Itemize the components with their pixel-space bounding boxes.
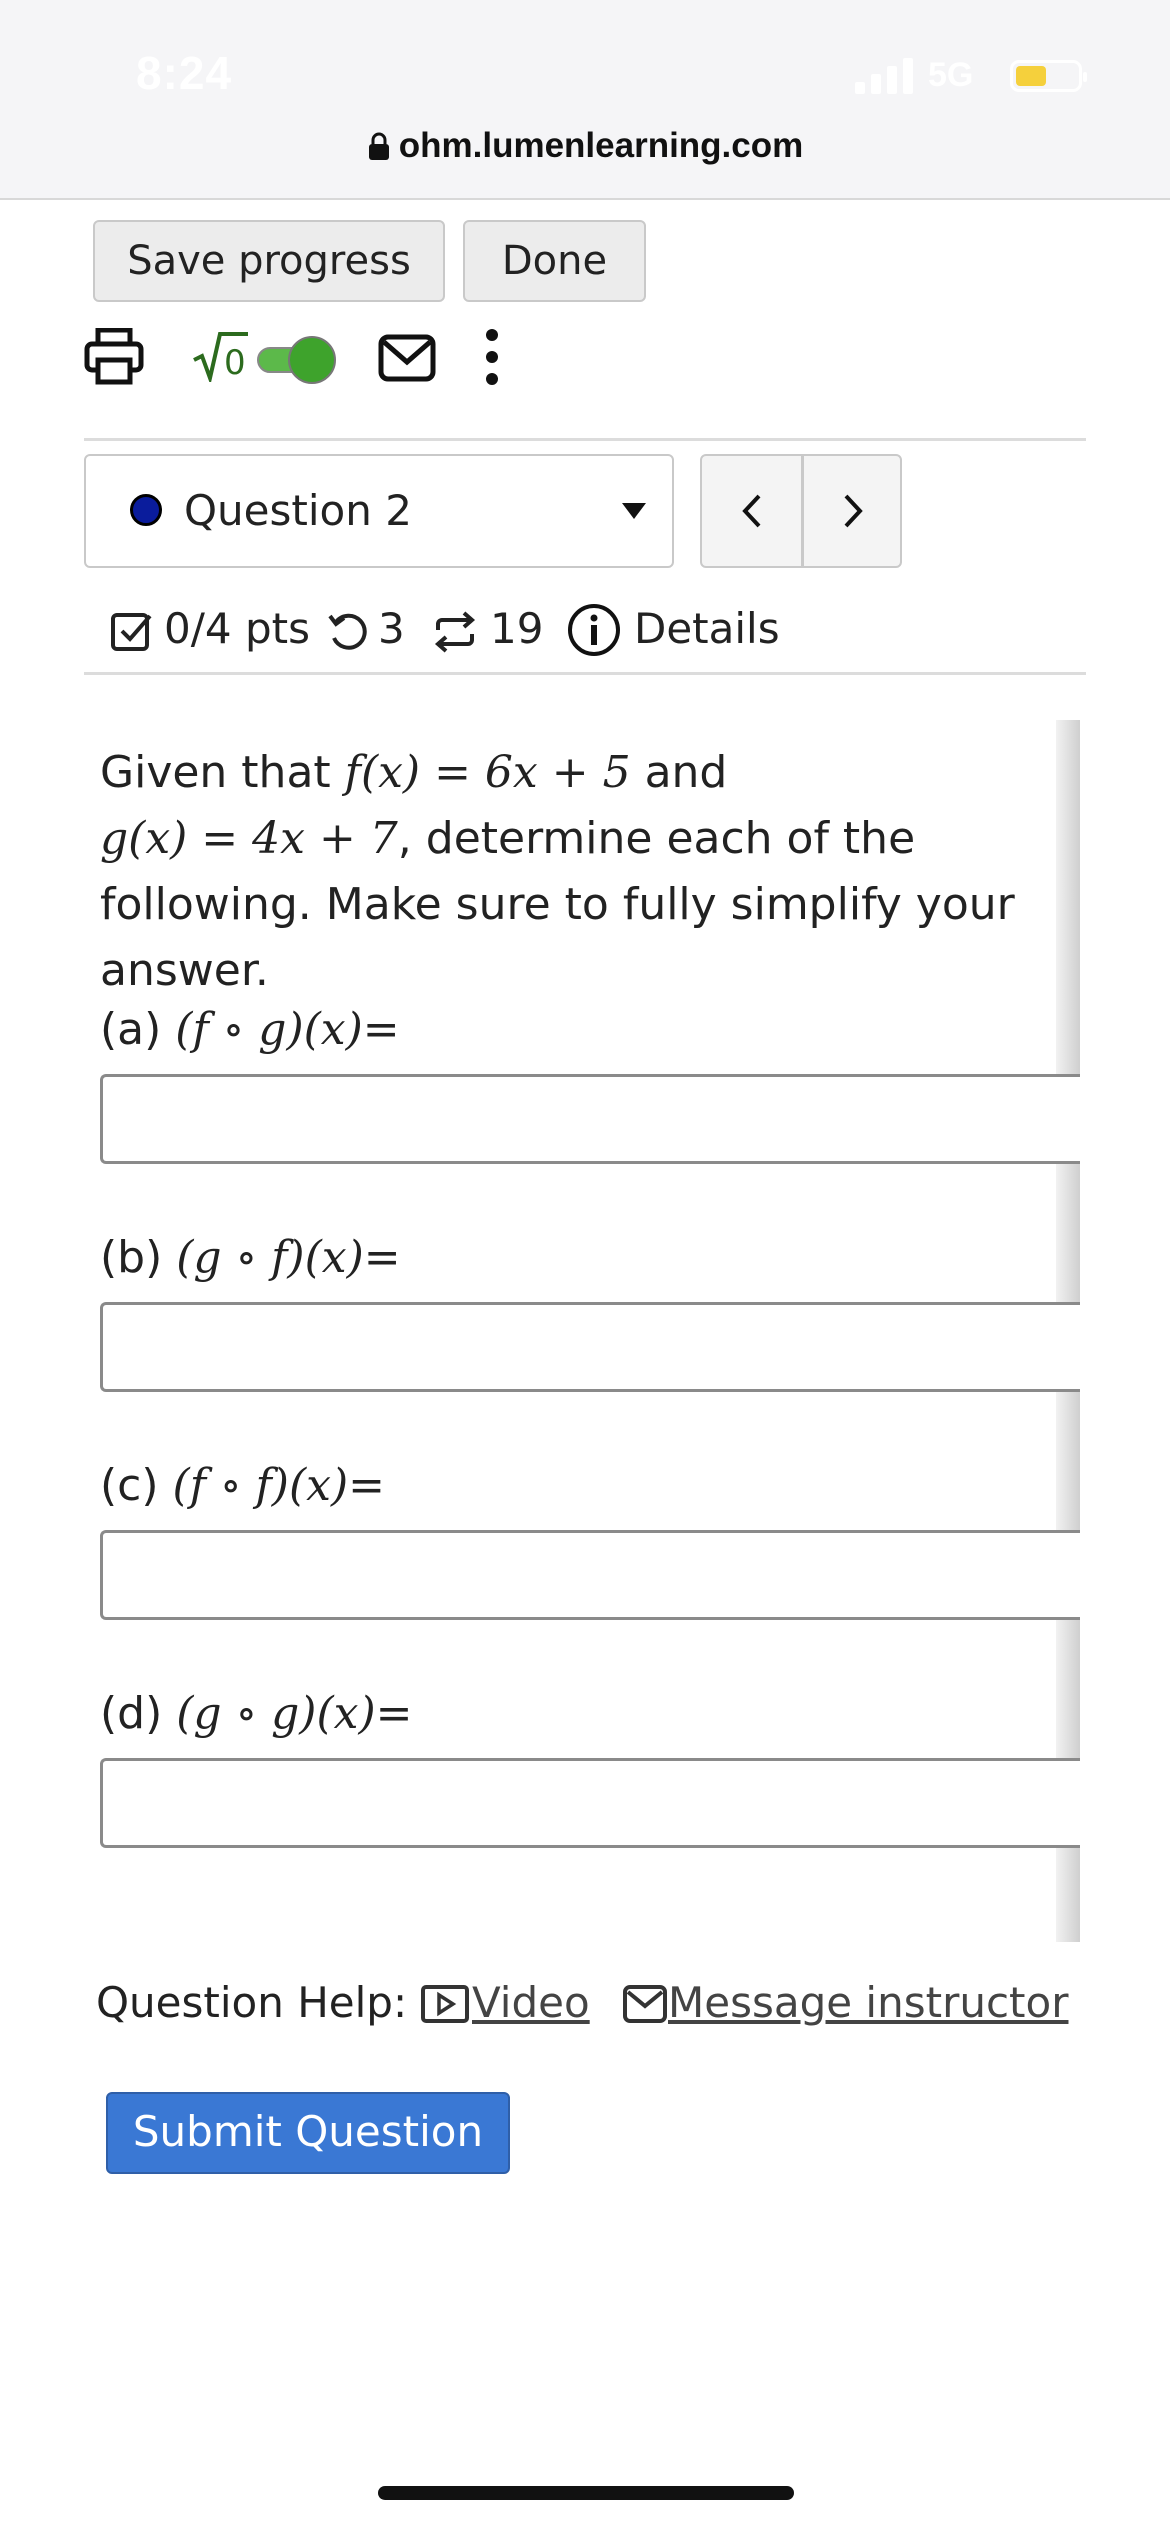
browser-top-bar	[0, 0, 1170, 200]
part-equals: =	[362, 1004, 400, 1055]
question-status-dot	[130, 494, 162, 526]
network-label: 5G	[928, 56, 974, 94]
part-expression: (g ∘ g)(x)	[176, 1688, 376, 1739]
part-expression: (g ∘ f)(x)	[176, 1232, 364, 1283]
question-nav-group	[700, 454, 902, 568]
battery-icon	[1010, 60, 1082, 92]
answer-input-d[interactable]	[100, 1758, 1080, 1848]
divider	[84, 672, 1086, 675]
part-letter: (c)	[100, 1460, 159, 1511]
question-help-label: Question Help:	[96, 1978, 408, 2027]
chevron-left-icon	[737, 492, 767, 530]
part-d-label	[100, 1688, 413, 1739]
part-expression: (f ∘ f)(x)	[172, 1460, 349, 1511]
mail-icon[interactable]	[378, 334, 436, 382]
submit-question-button[interactable]: Submit Question	[106, 2092, 510, 2174]
question-select[interactable]	[84, 454, 674, 568]
status-time: 8:24	[136, 47, 233, 99]
details-text: Details	[634, 604, 780, 653]
home-indicator[interactable]	[378, 2486, 794, 2500]
g-definition: g(x) = 4x + 7	[100, 813, 398, 864]
part-equals: =	[375, 1688, 413, 1739]
undo-icon	[326, 610, 370, 654]
part-b-label	[100, 1232, 401, 1283]
retries-text: 3	[378, 604, 405, 653]
part-letter: (b)	[100, 1232, 163, 1283]
svg-text:0: 0	[224, 343, 246, 382]
part-a-label	[100, 1004, 400, 1055]
prompt-text: and	[630, 747, 728, 798]
answer-input-a[interactable]	[100, 1074, 1080, 1164]
prompt-text: Given that	[100, 747, 345, 798]
prompt-text: , determine each of the following. Make sure to fully simplify your answer.	[100, 813, 1015, 996]
address-bar[interactable]	[0, 126, 1170, 166]
next-question-button[interactable]	[803, 456, 902, 566]
attempts-text: 19	[490, 604, 544, 653]
part-c-label	[100, 1460, 385, 1511]
url-text: ohm.lumenlearning.com	[398, 126, 804, 165]
save-progress-button[interactable]: Save progress	[93, 220, 445, 302]
repeat-icon	[432, 610, 478, 654]
question-prompt	[100, 740, 1070, 1004]
mail-icon[interactable]	[622, 1984, 668, 2024]
more-vertical-icon[interactable]	[484, 328, 500, 386]
f-definition: f(x) = 6x + 5	[344, 747, 631, 798]
printer-icon[interactable]	[84, 328, 144, 386]
part-equals: =	[348, 1460, 385, 1511]
part-equals: =	[363, 1232, 401, 1283]
previous-question-button[interactable]	[702, 456, 804, 566]
video-icon[interactable]	[420, 1984, 470, 2024]
question-meta	[106, 596, 806, 666]
math-toggle-switch[interactable]	[256, 334, 340, 386]
message-instructor-link[interactable]: Message instructor	[668, 1978, 1069, 2027]
signal-icon	[855, 58, 919, 94]
video-link[interactable]: Video	[472, 1978, 590, 2027]
done-button[interactable]: Done	[463, 220, 646, 302]
question-select-label: Question 2	[184, 486, 412, 535]
part-letter: (d)	[100, 1688, 163, 1739]
sqrt-math-icon[interactable]	[192, 330, 250, 382]
answer-input-c[interactable]	[100, 1530, 1080, 1620]
lock-icon	[367, 131, 391, 161]
answer-input-b[interactable]	[100, 1302, 1080, 1392]
points-text: 0/4 pts	[164, 604, 310, 653]
divider	[84, 438, 1086, 441]
chevron-right-icon	[838, 492, 868, 530]
part-expression: (f ∘ g)(x)	[175, 1004, 363, 1055]
checkbox-check-icon	[110, 610, 154, 654]
part-letter: (a)	[100, 1004, 162, 1055]
question-body	[100, 740, 1070, 1004]
caret-down-icon	[622, 503, 646, 519]
info-icon	[566, 602, 622, 658]
